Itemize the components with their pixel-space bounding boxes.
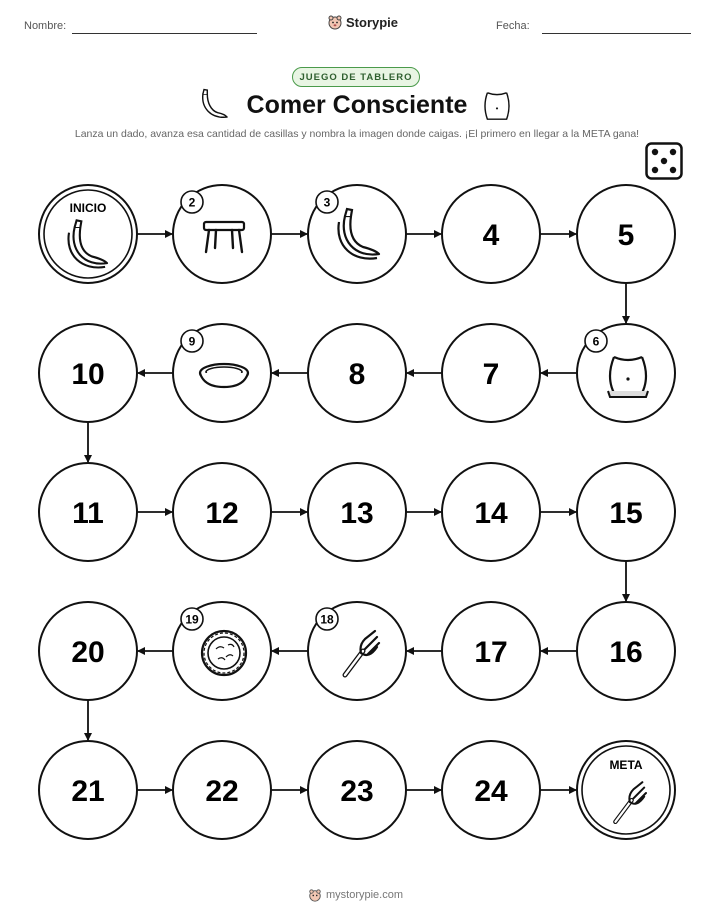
square-22[interactable]: [173, 741, 271, 839]
square-12[interactable]: [173, 463, 271, 561]
square-number: 6: [592, 334, 600, 349]
square-23[interactable]: [308, 741, 406, 839]
square-number: 11: [72, 497, 104, 530]
square-20[interactable]: [39, 602, 137, 700]
square-number: 2: [188, 195, 196, 210]
square-19[interactable]: [173, 602, 271, 700]
square-number: 4: [482, 219, 500, 252]
square-number: 20: [71, 636, 105, 669]
square-5[interactable]: [577, 185, 675, 283]
square-8[interactable]: [308, 324, 406, 422]
square-number: 13: [340, 497, 374, 530]
name-label: Nombre:: [24, 20, 67, 32]
square-number: 15: [609, 497, 643, 530]
storypie-mascot-icon: [308, 888, 322, 902]
square-number: 10: [71, 358, 105, 391]
square-17[interactable]: [442, 602, 540, 700]
bowl-icon: [200, 364, 248, 387]
square-number: 9: [188, 334, 196, 349]
square-14[interactable]: [442, 463, 540, 561]
square-24[interactable]: [442, 741, 540, 839]
square-number: 22: [205, 775, 239, 808]
brand-name: Storypie: [346, 14, 399, 30]
square-number: 7: [482, 358, 500, 391]
page-title: Comer Consciente: [246, 91, 468, 119]
square-number: 21: [71, 775, 105, 808]
square-number: 18: [320, 612, 334, 627]
belly-icon: [608, 357, 648, 397]
finish-label: META: [609, 758, 643, 772]
square-number: 14: [474, 497, 508, 530]
square-10[interactable]: [39, 324, 137, 422]
game-type-badge: JUEGO DE TABLERO: [292, 67, 420, 87]
square-3[interactable]: [308, 185, 406, 283]
square-finish[interactable]: [577, 741, 675, 839]
square-number: 17: [474, 636, 508, 669]
pie-icon: [202, 631, 246, 675]
square-number: 8: [348, 358, 366, 391]
square-number: 5: [617, 219, 635, 252]
square-9[interactable]: [173, 324, 271, 422]
square-start[interactable]: [39, 185, 137, 283]
square-4[interactable]: [442, 185, 540, 283]
square-7[interactable]: [442, 324, 540, 422]
square-16[interactable]: [577, 602, 675, 700]
square-number: 16: [609, 636, 643, 669]
square-number: 23: [340, 775, 374, 808]
date-label: Fecha:: [496, 20, 530, 32]
footer-url: mystorypie.com: [326, 889, 404, 901]
square-2[interactable]: [173, 185, 271, 283]
square-13[interactable]: [308, 463, 406, 561]
start-label: INICIO: [69, 201, 107, 215]
square-21[interactable]: [39, 741, 137, 839]
square-number: 19: [185, 612, 199, 627]
square-6[interactable]: [577, 324, 675, 422]
square-18[interactable]: [308, 602, 406, 700]
square-number: 12: [205, 497, 239, 530]
instructions: Lanza un dado, avanza esa cantidad de casillas y nombra la imagen donde caigas. ¡El primero en llegar a la META gana!: [74, 128, 640, 140]
footer: [308, 888, 403, 902]
square-11[interactable]: [39, 463, 137, 561]
square-15[interactable]: [577, 463, 675, 561]
square-number: 3: [323, 195, 331, 210]
square-number: 24: [474, 775, 508, 808]
